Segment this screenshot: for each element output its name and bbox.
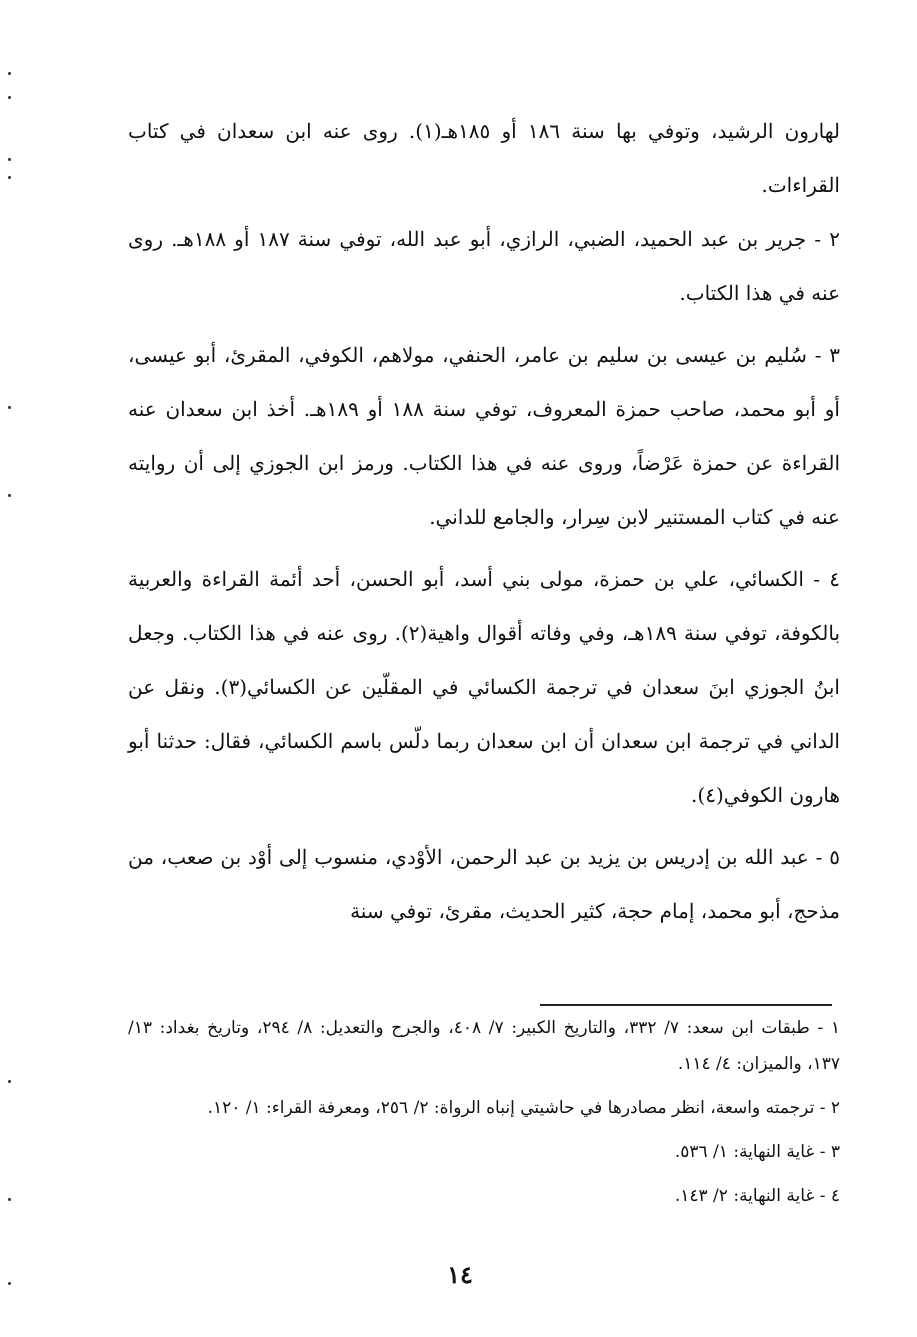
intro-text: لهارون الرشيد، وتوفي بها سنة ١٨٦ أو ١٨٥هـ(١). روى عنه ابن سعدان في كتاب القراءات. — [128, 119, 841, 197]
footnote-number: ٢ — [830, 1098, 840, 1118]
page-number: ١٤ — [447, 1260, 473, 1289]
margin-mark — [8, 1080, 11, 1083]
entry-number: ٢ — [829, 227, 840, 251]
footnote-number: ٣ — [830, 1142, 840, 1162]
footnote-text: غاية النهاية: ١/ ٥٣٦. — [674, 1142, 815, 1162]
footnote-number: ٤ — [830, 1186, 840, 1206]
margin-mark — [8, 406, 11, 409]
footnote-number: ١ — [830, 1018, 840, 1038]
intro-paragraph — [128, 104, 840, 212]
footnote-2 — [128, 1090, 840, 1126]
footnote-separator: - — [809, 1018, 831, 1038]
footnotes — [128, 1010, 840, 1214]
entry-number: ٤ — [829, 567, 840, 591]
margin-mark — [8, 158, 11, 161]
footnote-3 — [128, 1134, 840, 1170]
entry-4 — [128, 552, 840, 822]
entry-2 — [128, 212, 840, 320]
margin-mark — [8, 1282, 11, 1285]
biography-entries — [128, 212, 840, 938]
footnote-4 — [128, 1178, 840, 1214]
footnote-1 — [128, 1010, 840, 1082]
entry-text: جرير بن عبد الحميد، الضبي، الرازي، أبو عبد الله، توفي سنة ١٨٧ أو ١٨٨هـ. روى عنه في هذا الكتاب. — [128, 227, 840, 305]
margin-mark — [8, 494, 11, 497]
margin-mark — [8, 96, 11, 99]
margin-mark — [8, 72, 11, 75]
margin-mark — [8, 1198, 11, 1201]
entry-number: ٥ — [829, 845, 840, 869]
footnote-text: طبقات ابن سعد: ٧/ ٣٣٢، والتاريخ الكبير: ٧/ ٤٠٨، والجرح والتعديل: ٨/ ٢٩٤، وتاريخ بغداد: ١٣/ ١٣٧، والميزان: ٤/ ١١٤. — [128, 1018, 840, 1074]
margin-mark — [8, 176, 11, 179]
footnote-separator-rule — [540, 1004, 832, 1006]
footnote-text: غاية النهاية: ٢/ ١٤٣. — [674, 1186, 815, 1206]
footnote-text: ترجمته واسعة، انظر مصادرها في حاشيتي إنباه الرواة: ٢/ ٢٥٦، ومعرفة القراء: ١/ ١٢٠. — [207, 1098, 815, 1118]
entry-separator: - — [806, 343, 830, 367]
entry-5 — [128, 830, 840, 938]
entry-text: عبد الله بن إدريس بن يزيد بن عبد الرحمن، الأوْدي، منسوب إلى أوْد بن صعب، من مذحج، أبو محمد، إمام حجة، كثير الحديث، مقرئ، توفي سنة — [128, 845, 840, 923]
entry-separator: - — [803, 567, 830, 591]
footnote-separator: - — [814, 1186, 831, 1206]
entry-separator: - — [808, 845, 830, 869]
entry-number: ٣ — [829, 343, 840, 367]
footnote-separator: - — [814, 1142, 831, 1162]
entry-3 — [128, 328, 840, 544]
entry-separator: - — [806, 227, 830, 251]
entry-text: الكسائي، علي بن حمزة، مولى بني أسد، أبو الحسن، أحد أئمة القراءة والعربية بالكوفة، توفي سنة ١٨٩هـ، وفي وفاته أقوال واهية(٢). روى عنه في هذا الكتاب. وجعل ابنُ الجوزي ابنَ سعدان في ترجمة الكسائي في المقلّين عن الكسائي(٣). ونقل عن الداني في ترجمة ابن سعدان أن ابن سعدان ربما دلّس باسم الكسائي، فقال: حدثنا أبو هارون الكوفي(٤). — [128, 567, 841, 807]
footnote-separator: - — [814, 1098, 831, 1118]
entry-text: سُليم بن عيسى بن سليم بن عامر، الحنفي، مولاهم، الكوفي، المقرئ، أبو عيسى، أو أبو محمد، صاحب حمزة المعروف، توفي سنة ١٨٨ أو ١٨٩هـ. أخذ ابن سعدان عنه القراءة عن حمزة عَرْضاً، وروى عنه في هذا الكتاب. ورمز ابن الجوزي إلى أن روايته عنه في كتاب المستنير لابن سِرار، والجامع للداني. — [128, 343, 840, 529]
